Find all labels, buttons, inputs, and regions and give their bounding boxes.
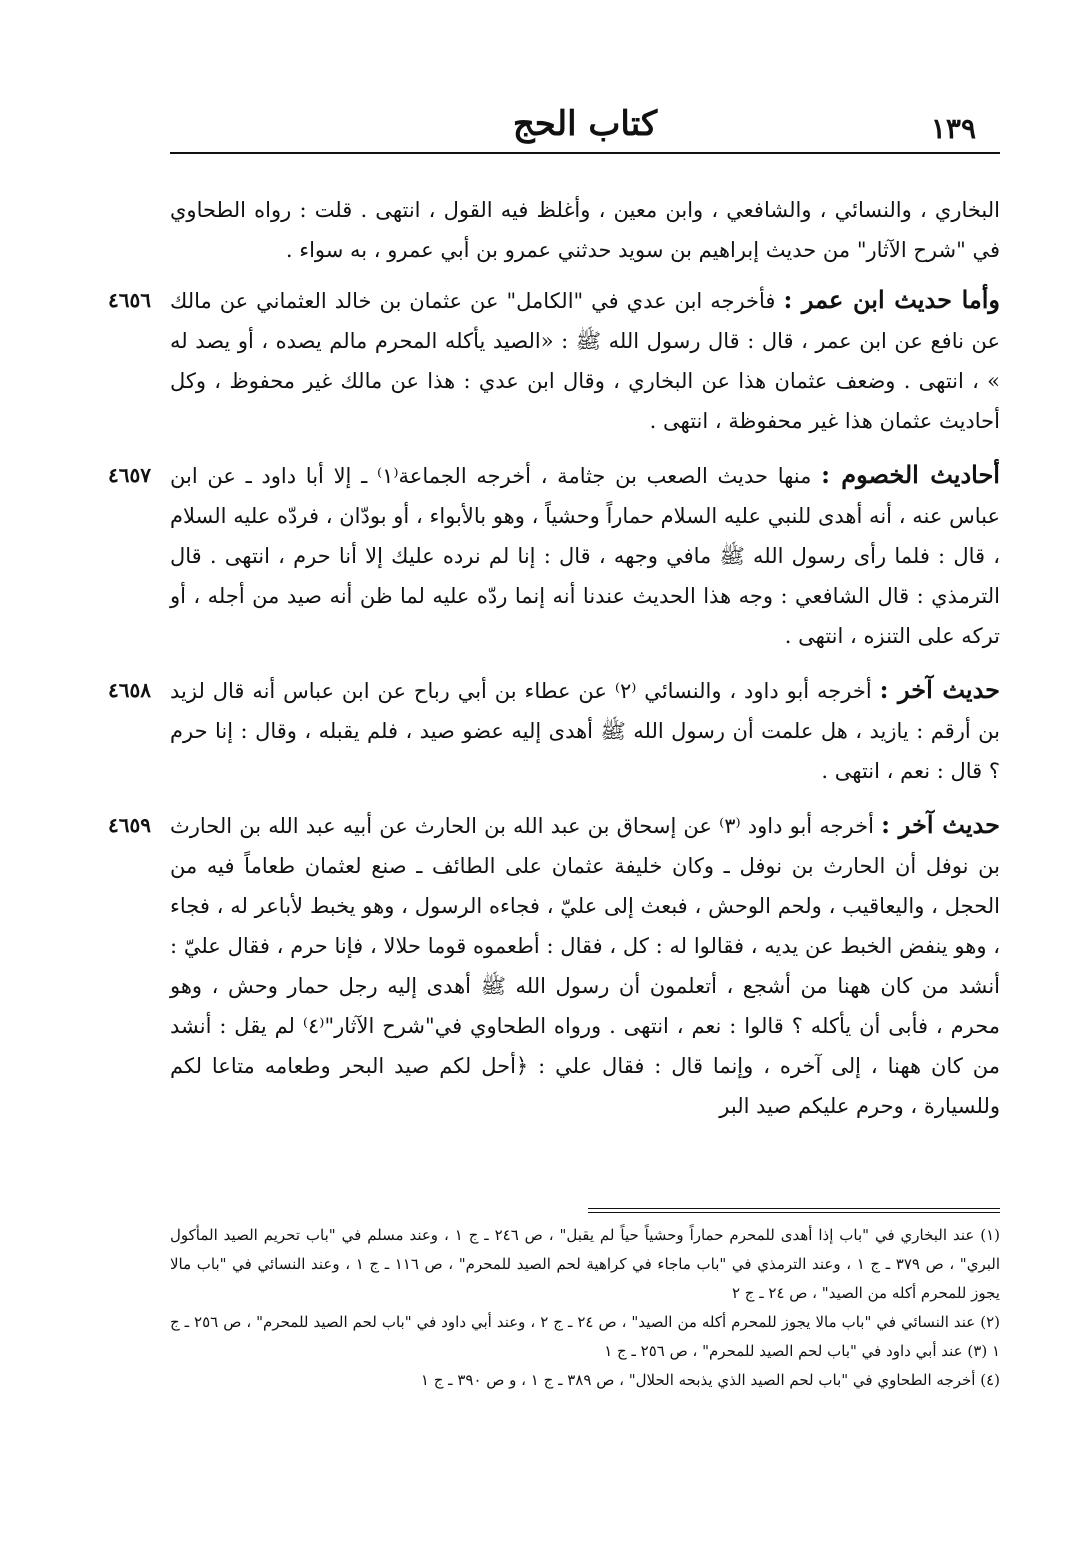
paragraph-heading: أحاديث الخصوم : [821,460,1000,489]
paragraph [108,455,1000,656]
paragraph-text: منها حديث الصعب بن جثامة ، أخرجه الجماعة⁽١⁾ ـ إلا أبا داود ـ عن ابن عباس عنه ، أنه أهدى للنبي عليه السلام حماراً وحشياً ، وهو بالأبواء ، أو بودّان ، فردّه عليه السلام ، قال : فلما رأى رسول الله ﷺ مافي وجهه ، قال : إنا لم نرده عليك إلا أنا حرم ، انتهى . قال الترمذي : قال الشافعي : وجه هذا الحديث عندنا أنه إنما ردّه عليه لما ظن أنه صيد من أجله ، أو تركه على التنزه ، انتهى . [170,464,1000,648]
paragraph [108,805,1000,1126]
footnote: (٤) أخرجه الطحاوي في "باب لحم الصيد الذي يذبحه الحلال" ، ص ٣٨٩ ـ ج ١ ، و ص ٣٩٠ ـ ج ١ [420,1371,1000,1389]
paragraph-heading: حديث آخر : [881,810,1000,839]
paragraph-number: ٤٦٥٧ [108,463,151,487]
main-text [108,190,1000,1126]
footnotes [170,1208,1000,1395]
footnote: (١) عند البخاري في "باب إذا أهدى للمحرم حماراً وحشياً حياً لم يقبل" ، ص ٢٤٦ ـ ج ١ ، وعند مسلم في "باب تحريم الصيد المأكول البري" ، ص ٣٧٩ ـ ج ١ ، وعند الترمذي في "باب ماجاء في كراهية لحم الصيد للمحرم" ، ص ١١٦ ـ ج ١ ، وعند النسائي في "باب مالا يجوز للمحرم أكله من الصيد" ، ص ٢٤ ـ ج ٢ [170,1226,1000,1302]
paragraph-text: أخرجه أبو داود ⁽٣⁾ عن إسحاق بن عبد الله بن الحارث عن أبيه عبد الله بن الحارث بن نوفل أن الحارث بن نوفل ـ وكان خليفة عثمان على الطائف ـ صنع لعثمان طعاماً فيه من الحجل ، واليعاقيب ، ولحم الوحش ، فبعث إلى عليّ ، فجاءه الرسول ، وهو يخبط لأباعر له ، فجاء ، وهو ينفض الخبط عن يديه ، فقالوا له : كل ، فقال : أطعموه قوما حلالا ، فإنا حرم ، فقال عليّ : أنشد من كان ههنا من أشجع ، أتعلمون أن رسول الله ﷺ أهدى إليه رجل حمار وحش ، وهو محرم ، فأبى أن يأكله ؟ قالوا : نعم ، انتهى . ورواه الطحاوي في"شرح الآثار"⁽٤⁾ لم يقل : أنشد من كان ههنا ، إلى آخره ، وإنما قال : فقال علي : ﴿أحل لكم صيد البحر وطعامه متاعا لكم وللسيارة ، وحرم عليكم صيد البر [170,814,1000,1118]
page [108,100,1000,1520]
paragraph-number: ٤٦٥٦ [108,288,151,312]
paragraph [108,670,1000,791]
paragraph-heading: وأما حديث ابن عمر : [783,285,1000,314]
paragraph-number: ٤٦٥٨ [108,678,151,702]
paragraph [170,190,1000,270]
page-header [170,100,1000,154]
paragraph [108,280,1000,441]
paragraph-number: ٤٦٥٩ [108,813,151,837]
paragraph-text: فأخرجه ابن عدي في "الكامل" عن عثمان بن خالد العثماني عن مالك عن نافع عن ابن عمر ، قال : قال رسول الله ﷺ : «الصيد يأكله المحرم مالم يصده ، أو يصد له » ، انتهى . وضعف عثمان هذا عن البخاري ، وقال ابن عدي : هذا عن مالك غير محفوظ ، وكل أحاديث عثمان هذا غير محفوظة ، انتهى . [170,289,1000,433]
page-number: ١٣٩ [930,112,976,145]
paragraph-text: البخاري ، والنسائي ، والشافعي ، وابن معين ، وأغلظ فيه القول ، انتهى . قلت : رواه الطحاوي في "شرح الآثار" من حديث إبراهيم بن سويد حدثني عمرو بن أبي عمرو ، به سواء . [170,198,1000,262]
footnote: (٢) عند النسائي في "باب مالا يجوز للمحرم أكله من الصيد" ، ص ٢٤ ـ ج ٢ ، وعند أبي داود في "باب لحم الصيد للمحرم" ، ص ٢٥٦ ـ ج ١ (٣) عند أبي داود في "باب لحم الصيد للمحرم" ، ص ٢٥٦ ـ ج ١ [170,1313,1000,1360]
paragraph-text: أخرجه أبو داود ، والنسائي ⁽٢⁾ عن عطاء بن أبي رباح عن ابن عباس أنه قال لزيد بن أرقم : يازيد ، هل علمت أن رسول الله ﷺ أهدى إليه عضو صيد ، فلم يقبله ، وقال : إنا حرم ؟ قال : نعم ، انتهى . [170,679,1000,783]
footnote-divider [588,1208,1000,1213]
page-title: كتاب الحج [512,104,658,144]
paragraph-heading: حديث آخر : [879,675,1000,704]
